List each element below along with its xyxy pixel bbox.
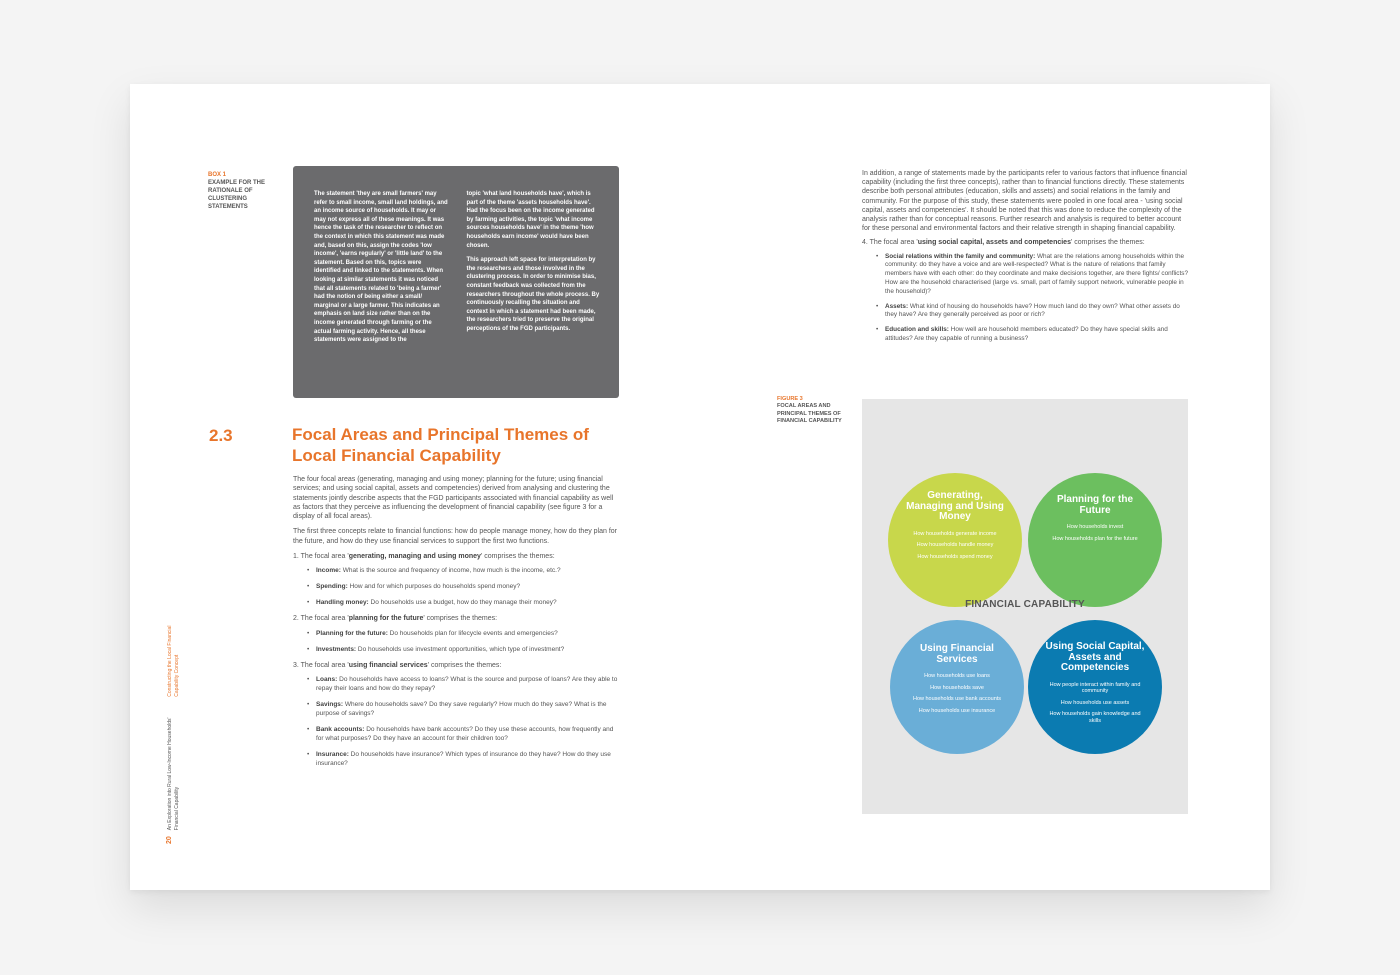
focal-area-1: 1. The focal area 'generating, managing and using money' comprises the themes: (293, 553, 555, 561)
circle-title: Generating, Managing and Using Money (906, 490, 1004, 522)
box-text-col1: The statement 'they are small farmers' may refer to small income, small land holdings, and an income source of households. It may or may not express all of these meanings. It was hence the task of the researcher to reflect on the context in which this statement was made and, based on this, assign the codes 'low income', 'earns regularly' or 'little land' to the statement. Based on this, topics were identified and linked to the statements. When looking at similar statements it was noticed that all statements related to 'being a farmer' had the notion of being either a small/ marginal or a large farmer. This indicates an emphasis on land size rather than on the income generated through farming or the actual farming activity. Hence, all these statements were assigned to the (314, 191, 448, 344)
focal-area-4: 4. The focal area 'using social capital, assets and competencies' comprises the themes: (862, 239, 1145, 247)
left-body (293, 475, 619, 775)
list-item: • Bank accounts: Do households have bank accounts? Do they use these accounts, how frequently and for what purposes? Do they have an account for their children too? (307, 725, 619, 743)
page-sidebar (167, 604, 180, 844)
circle-item: How households spend money (917, 553, 993, 560)
box-title: EXAMPLE FOR THE RATIONALE OF CLUSTERING STATEMENTS (208, 180, 266, 210)
list-item: • Insurance: Do households have insurance? Which types of insurance do they have? How do they use insurance? (307, 750, 619, 768)
theme-list-4 (862, 253, 1190, 344)
circle-title: Planning for the Future (1056, 494, 1134, 516)
circle-planning-future (1028, 473, 1162, 607)
circle-financial-services (890, 620, 1024, 754)
book-title: An Exploration into Rural Low-Income Households' Financial Capability (167, 717, 180, 831)
document-spread (130, 84, 1270, 890)
circle-item: How households save (930, 684, 984, 691)
figure-label (777, 396, 849, 426)
box-text-col2-p1: topic 'what land households have', which is part of the theme 'assets households have'. Had the focus been on the income generated by farming activities, the topic 'what income sources households have' in the theme 'how households earn income' would have been chosen. (466, 191, 595, 249)
list-item: • Investments: Do households use investment opportunities, which type of investment? (307, 645, 619, 654)
circle-item: How households gain knowledge and skills (1049, 711, 1141, 724)
paragraph: The four focal areas (generating, managing and using money; planning for the future; using financial services; and using social capital, assets and competencies) derived from analysing and clustering the statements jointly describe aspects that the FGD participants associated with financial capability as well as factors that they perceive as influencing the development of financial capability (see figure 3 for a display of all focal areas). (293, 476, 614, 521)
theme-list-1 (293, 566, 619, 607)
list-item: • Spending: How and for which purposes do households spend money? (307, 582, 619, 591)
circle-item: How households invest (1066, 524, 1124, 530)
chapter-title: Constructing the Local Financial Capability Concept (167, 625, 180, 697)
list-item: • Handling money: Do households use a budget, how do they manage their money? (307, 598, 619, 607)
section-number: 2.3 (209, 426, 233, 445)
circle-title: Using Financial Services (920, 643, 994, 665)
right-body (862, 169, 1190, 350)
circle-item: How households use insurance (918, 707, 996, 714)
box-text-col2-p2: This approach left space for interpretation by the researchers and those involved in the clustering process. In order to minimise bias, constant feedback was collected from the researchers throughout the whole process. By continuously recalling the situation and context in which a statement had been made, the researchers tried to preserve the original perceptions of the FGD participants. (466, 257, 600, 332)
circle-item: How households use bank accounts (912, 696, 1002, 703)
circle-item: How households use assets (1060, 699, 1130, 706)
theme-list-3 (293, 675, 619, 768)
box-1-panel (293, 166, 619, 398)
circle-item: How people interact within family and community (1049, 681, 1141, 695)
financial-capability-label: FINANCIAL CAPABILITY (965, 599, 1085, 610)
circle-item: How households generate income (913, 530, 997, 537)
circle-generating-money (888, 473, 1022, 607)
theme-list-2 (293, 629, 619, 654)
paragraph: In addition, a range of statements made by the participants refer to various factors that influence financial capability (including the first three concepts), rather than to financial functions directly. These statements describe both personal attributes (education, skills and assets) and social relations in the family and community. For the purpose of this study, these statements were pooled in one focal area - 'using social capital, assets and competencies'. It should be noted that this was done to reduce the complexity of the analysis rather than for conceptual reasons. Further research and analysis is required to better account for these personal and environmental factors and their relative strength in shaping financial capability. (862, 170, 1187, 233)
list-item: • Income: What is the source and frequency of income, how much is the income, etc.? (307, 566, 619, 575)
box-label (208, 171, 278, 211)
figure-number: FIGURE 3 (777, 396, 803, 402)
circle-title: Using Social Capital, Assets and Competencies (1045, 641, 1145, 673)
box-column-1 (314, 190, 449, 388)
circle-item: How households handle money (916, 542, 994, 549)
list-item: • Planning for the future: Do households plan for lifecycle events and emergencies? (307, 629, 619, 638)
focal-area-2: 2. The focal area 'planning for the future' comprises the themes: (293, 615, 498, 623)
focal-area-3: 3. The focal area 'using financial services' comprises the themes: (293, 661, 502, 669)
box-number: BOX 1 (208, 172, 227, 178)
circle-social-capital (1028, 620, 1162, 754)
box-column-2 (467, 190, 602, 388)
paragraph: The first three concepts relate to financial functions: how do people manage money, how do they plan for the future, and how do they use financial services to support the first two functions. (293, 528, 618, 545)
section-title: Focal Areas and Principal Themes of Local Financial Capability (292, 425, 589, 465)
circle-item: How households plan for the future (1052, 535, 1138, 542)
circle-item: How households use loans (924, 673, 990, 679)
list-item: • Social relations within the family and community: What are the relations among households within the community: do they have a voice and are well-respected? What is the nature of relations that family members have with each other: do they coordinate and make decisions together, are there fights/ conflicts? How are the household characterised (large vs. small, part of family support network, vulnerable people in the household)? (876, 253, 1190, 297)
figure-title: FOCAL AREAS AND PRINCIPAL THEMES OF FINANCIAL CAPABILITY (777, 403, 842, 425)
list-item: • Savings: Where do households save? Do they save regularly? How much do they save? What is the purpose of savings? (307, 700, 619, 718)
list-item: • Loans: Do households have access to loans? What is the source and purpose of loans? Are they able to repay their loans and how do they repay? (307, 675, 619, 693)
list-item: • Assets: What kind of housing do households have? How much land do they own? What other assets do they have? Are they generally perceived as poor or rich? (876, 303, 1190, 321)
list-item: • Education and skills: How well are household members educated? Do they have special skills and attitudes? Are they capable of running a business? (876, 326, 1190, 344)
page-number: 20 (166, 836, 173, 844)
